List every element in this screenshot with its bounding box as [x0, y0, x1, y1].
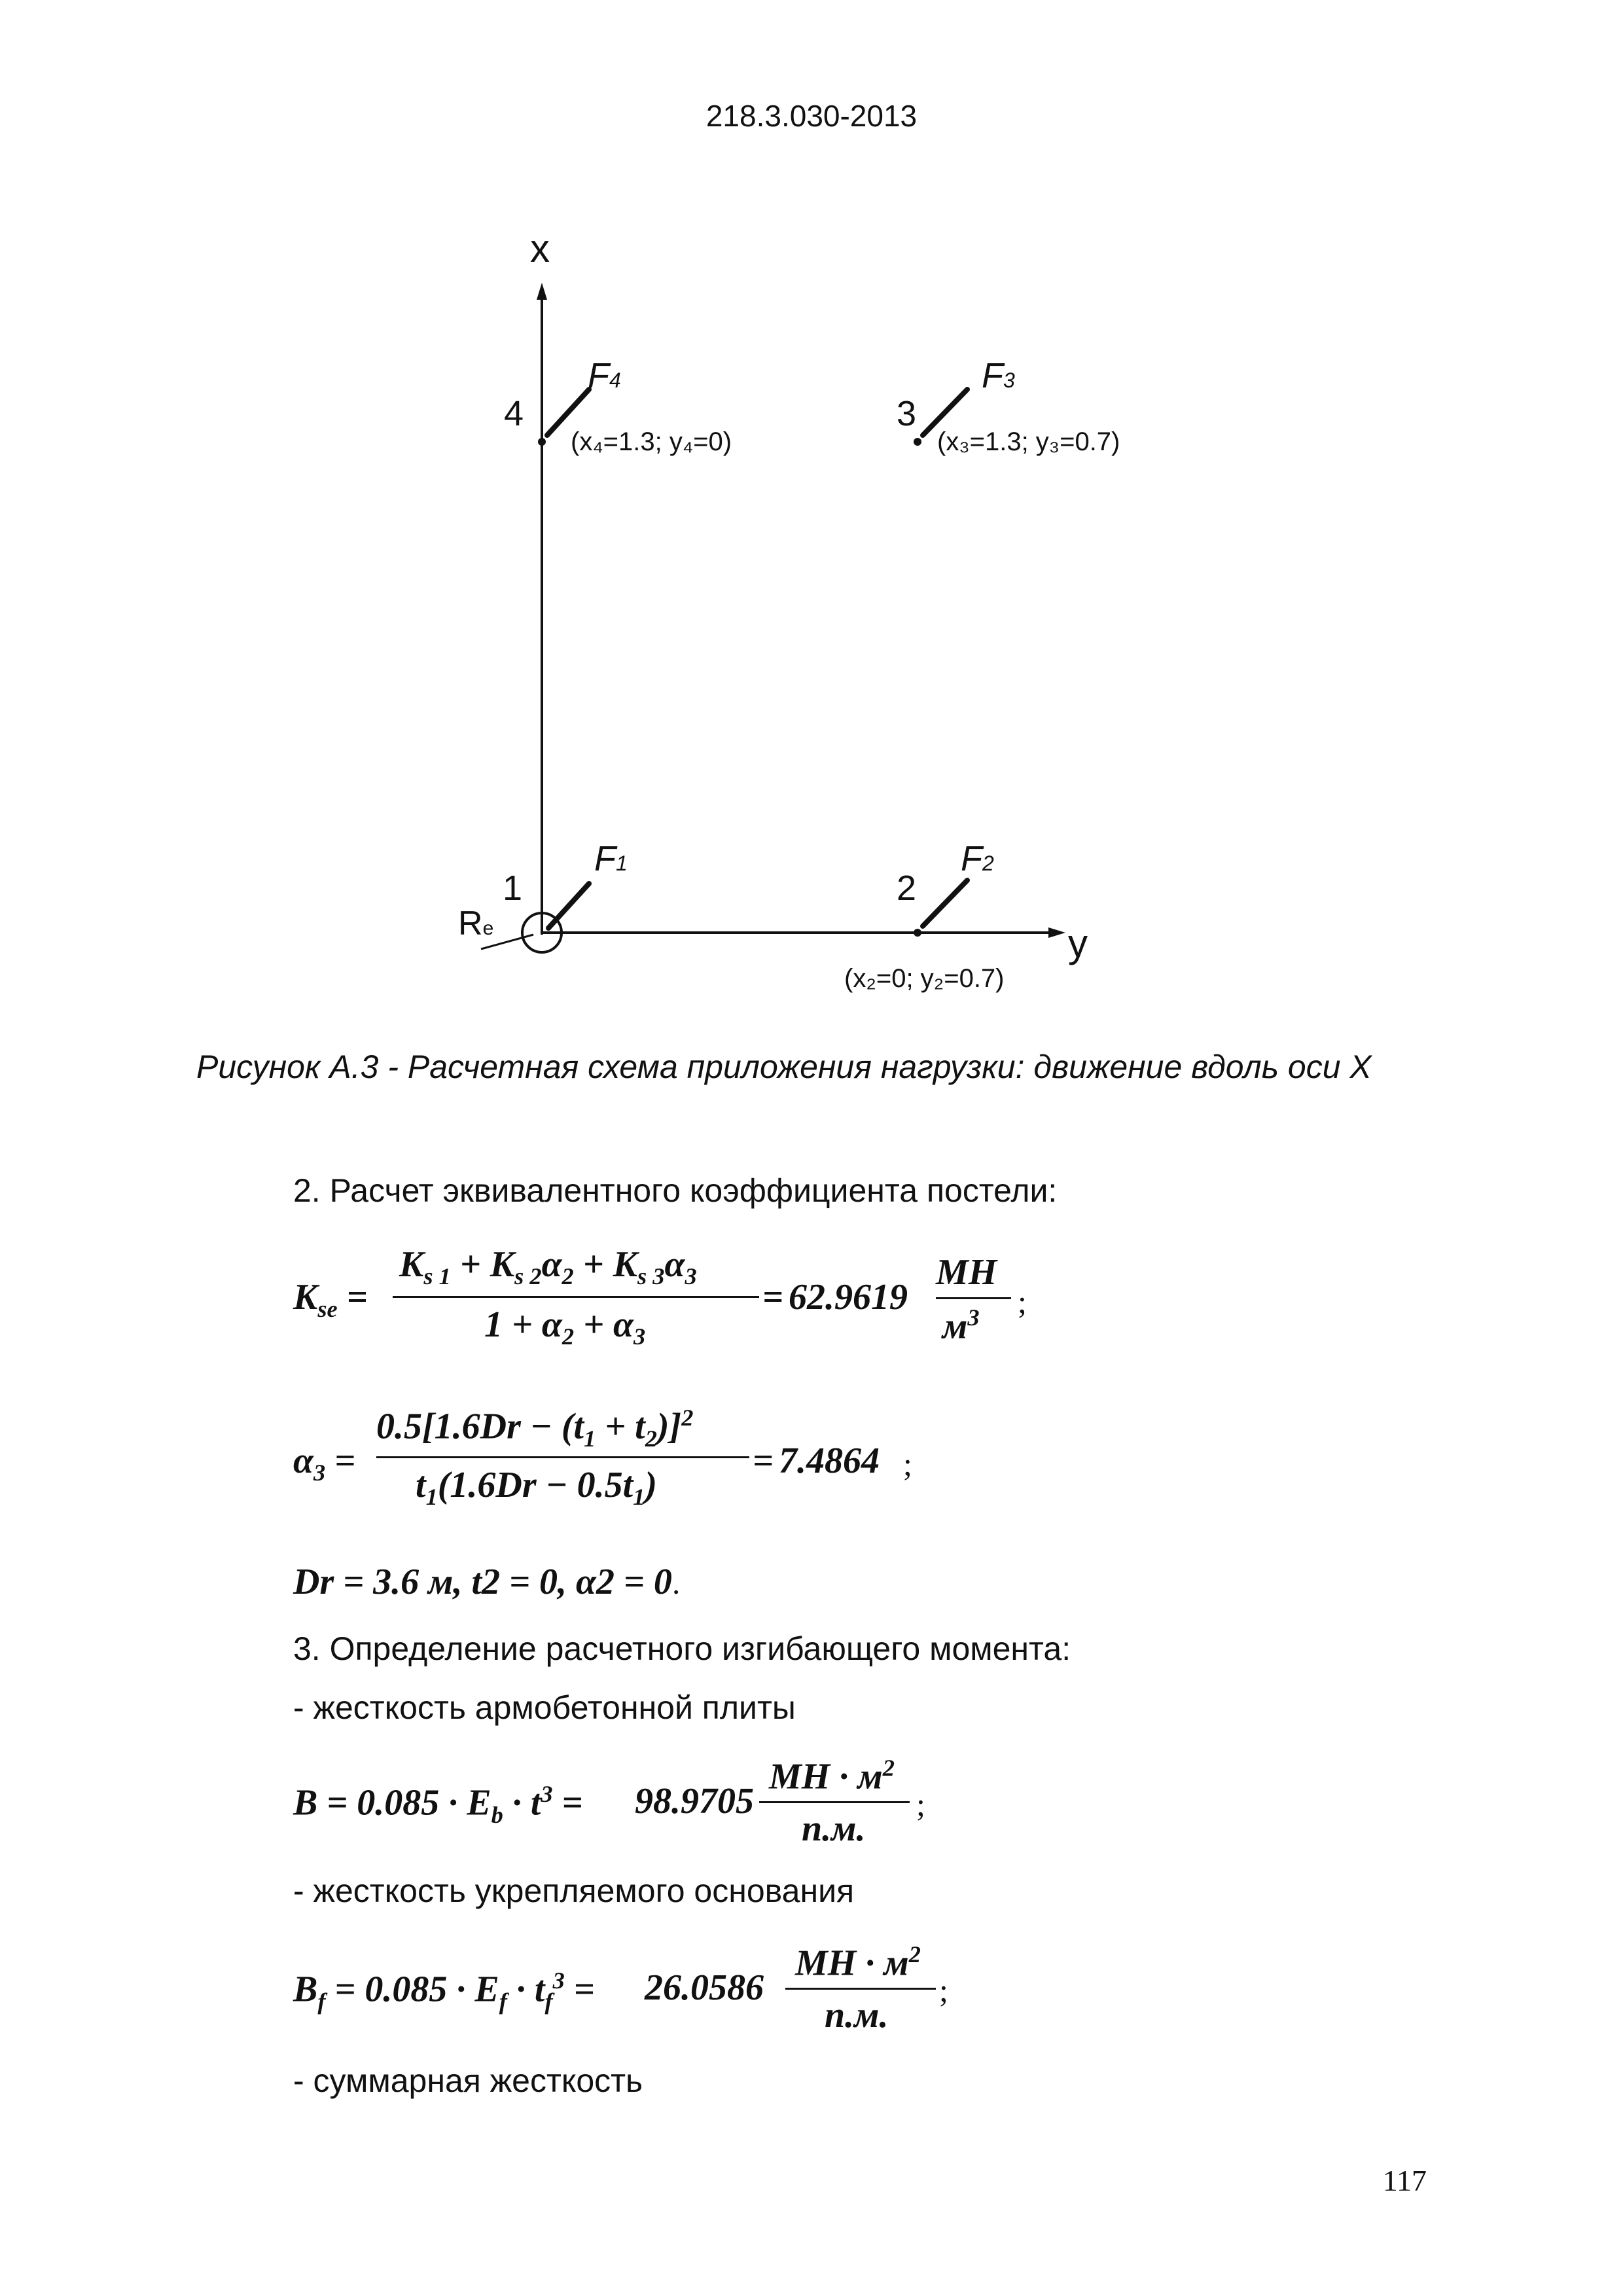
force-line-2: [923, 880, 967, 926]
kse-lhs: $K_{se}$ =: [293, 1277, 368, 1323]
svg-text:F2: [961, 839, 994, 878]
bf-value: 26.0586: [645, 1967, 764, 2008]
force-4-label: F: [588, 356, 609, 395]
point-3-coords: (x₃=1.3; y₃=0.7): [937, 427, 1120, 456]
y-axis-label: y: [1068, 922, 1088, 965]
force-3-sub: 3: [1003, 368, 1015, 392]
b-label: - жесткость армобетонной плиты: [293, 1689, 796, 1726]
kse-unit-den: м: [942, 1306, 968, 1347]
kse-denominator: $1 + \alpha_2 + \alpha_3$: [484, 1304, 646, 1350]
point-4-dot: [538, 438, 546, 446]
kse-unit-num: МН: [936, 1252, 997, 1293]
force-2-sub: 2: [982, 852, 994, 875]
point-2-coords: (x₂=0; y₂=0.7): [844, 964, 1005, 993]
y-axis-arrow: [1048, 927, 1065, 938]
bf-lhs: $B_f = 0.085 \cdot E_f \cdot t_f^3$ =: [293, 1967, 595, 2015]
bf-unit-num: МН · м: [795, 1943, 909, 1984]
svg-text:F3: [982, 356, 1015, 395]
dr-line: Dr = 3.6 м, t2 = 0, α2 = 0.: [293, 1562, 681, 1602]
force-3-label: F: [982, 356, 1003, 395]
figure-caption: Рисунок А.3 - Расчетная схема приложения нагрузки: движение вдоль оси X: [196, 1049, 1372, 1085]
force-line-1: [548, 884, 589, 928]
re-sub: e: [482, 918, 494, 939]
section-2-title: 2. Расчет эквивалентного коэффициента постели:: [293, 1172, 1058, 1209]
alpha3-value: 7.4864: [779, 1441, 880, 1481]
svg-text:F4: [588, 356, 621, 395]
force-1-sub: 1: [616, 852, 628, 875]
svg-text:F1: [594, 839, 628, 878]
x-axis-label: x: [530, 226, 550, 270]
x-axis-arrow: [537, 283, 547, 300]
point-4-label: 4: [504, 394, 524, 433]
b-lhs: $B = 0.085 \cdot E_b \cdot t^3$ =: [293, 1781, 583, 1828]
point-3-label: 3: [897, 394, 917, 433]
b-value: 98.9705: [635, 1781, 754, 1821]
svg-text:Re: [458, 905, 493, 942]
section-3-title: 3. Определение расчетного изгибающего момента:: [293, 1630, 1071, 1667]
point-2-label: 2: [897, 869, 917, 908]
point-3-dot: [914, 438, 921, 446]
bf-label: - жесткость укрепляемого основания: [293, 1873, 855, 1909]
sum-stiffness-label: - суммарная жесткость: [293, 2062, 643, 2099]
load-scheme-diagram: [0, 0, 1623, 1021]
document-code: 218.3.030-2013: [705, 99, 918, 133]
alpha3-numerator: $0.5[1.6Dr - (t_1 + t_2)]^2$: [376, 1405, 694, 1452]
alpha3-denominator: $t_1(1.6Dr - 0.5t_1)$: [416, 1465, 657, 1511]
alpha3-lhs: $\alpha_3$ =: [293, 1441, 356, 1486]
re-label: R: [458, 905, 483, 942]
force-1-label: F: [594, 839, 616, 878]
point-2-dot: [914, 929, 921, 937]
kse-value: 62.9619: [789, 1277, 908, 1318]
b-unit-den: п.м.: [802, 1808, 866, 1849]
point-1-label: 1: [503, 869, 523, 908]
force-2-label: F: [961, 839, 982, 878]
force-4-sub: 4: [609, 368, 621, 392]
bf-unit-den: п.м.: [825, 1995, 889, 2036]
point-4-coords: (x₄=1.3; y₄=0): [571, 427, 732, 456]
b-unit-num: МН · м: [769, 1756, 883, 1797]
page-number: 117: [1382, 2164, 1427, 2197]
kse-numerator: $K_{s 1} + K_{s 2}\alpha_2 + K_{s 3}\alpha_3$: [399, 1244, 697, 1290]
